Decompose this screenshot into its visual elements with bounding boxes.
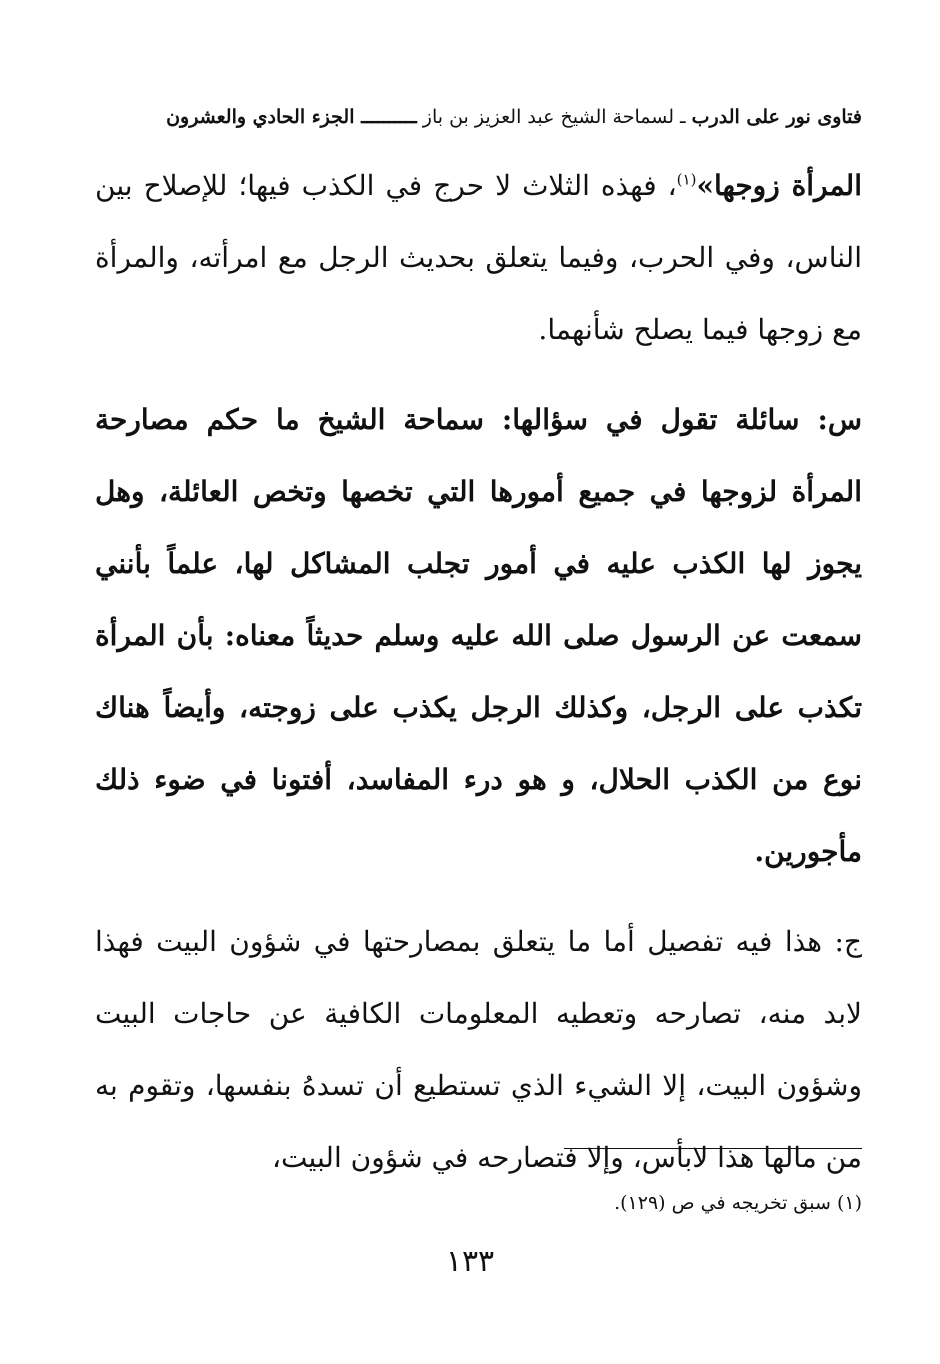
answer-paragraph [95, 906, 862, 1194]
answer-prefix: ج: [822, 925, 862, 958]
footnote-divider [564, 1148, 862, 1149]
question-prefix: س: [799, 403, 863, 436]
header-series-title: فتاوى نور على الدرب [691, 106, 862, 128]
running-header [95, 100, 862, 134]
question-text: سائلة تقول في سؤالها: سماحة الشيخ ما حكم مصارحة المرأة لزوجها في جميع أمورها التي تخصها وتخص العائلة، وهل يجوز لها الكذب عليه في أمور تجلب المشاكل لها، علماً بأنني سمعت عن الرسول صلى الله عليه وسلم حديثاً معناه: بأن المرأة تكذب على الرجل، وكذلك الرجل يكذب على زوجته، وأيضاً هناك نوع من الكذب الحلال، و هو درء المفاسد، أفتونا في ضوء ذلك مأجورين. [95, 403, 862, 868]
main-text [95, 150, 862, 1194]
header-author: ـ لسماحة الشيخ عبد العزيز بن باز [416, 106, 692, 128]
header-volume: الجزء الحادي والعشرون [166, 106, 362, 128]
answer-text: هذا فيه تفصيل أما ما يتعلق بمصارحتها في شؤون البيت فهذا لابد منه، تصارحه وتعطيه المعلومات الكافية عن حاجات البيت وشؤون البيت، إلا الشيء الذي تستطيع أن تسدهُ بنفسها، وتقوم به من مالها هذا لابأس، وإلا فتصارحه في شؤون البيت، [95, 925, 862, 1174]
paragraph-text: ، فهذه الثلاث لا حرج في الكذب فيها؛ للإصلاح بين الناس، وفي الحرب، وفيما يتعلق بحديث الرجل مع امرأته، والمرأة مع زوجها فيما يصلح شأنهما. [95, 169, 862, 346]
footnote: (١) سبق تخريجه في ص (١٢٩). [614, 1192, 862, 1214]
footnote-marker: (١) [676, 170, 697, 189]
page-number: ١٣٣ [445, 1244, 495, 1279]
paragraph-lead: المرأة زوجها» [696, 169, 862, 202]
question-paragraph [95, 384, 862, 888]
paragraph-continuation [95, 150, 862, 366]
header-separator: ــــــــــ [361, 106, 417, 128]
